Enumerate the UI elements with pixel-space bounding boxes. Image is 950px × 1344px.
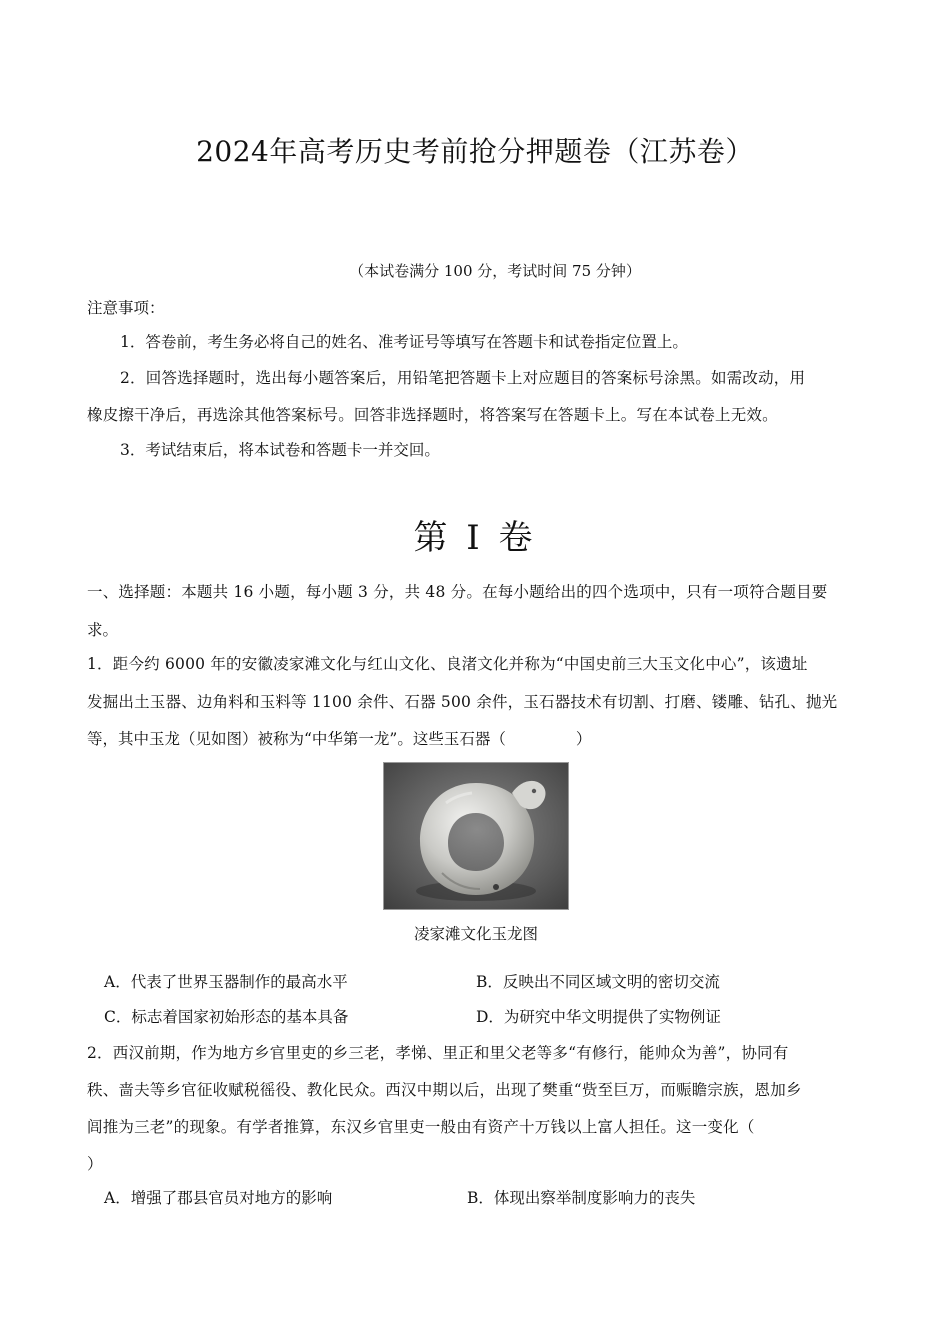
question-1-stem-end: 等，其中玉龙（见如图）被称为“中华第一龙”。这些玉石器（ — [87, 730, 506, 748]
figure-caption: 凌家滩文化玉龙图 — [413, 925, 538, 943]
question-2-line-4: ） — [87, 1155, 103, 1173]
question-2-line-2: 秩、啬夫等乡官征收赋税徭役、教化民众。西汉中期以后，出现了樊重“赀至巨万，而赈瞻宗族，恩加乡 — [87, 1081, 802, 1099]
note-item-3: 3．考试结束后，将本试卷和答题卡一并交回。 — [120, 441, 440, 459]
question-1-option-c[interactable]: C．标志着国家初始形态的基本具备 — [104, 1008, 349, 1026]
note-item-2-line-1: 2．回答选择题时，选出每小题答案后，用铅笔把答题卡上对应题目的答案标号涂黑。如需改动，用 — [120, 369, 806, 387]
instructions-line-2: 求。 — [87, 621, 119, 639]
question-2-line-1: 2．西汉前期，作为地方乡官里吏的乡三老，孝悌、里正和里父老等多“有修行，能帅众为善”，协同有 — [87, 1044, 789, 1062]
question-1-option-d[interactable]: D．为研究中华文明提供了实物例证 — [476, 1008, 721, 1026]
note-item-2-line-2: 橡皮擦干净后，再选涂其他答案标号。回答非选择题时，将答案写在答题卡上。写在本试卷上无效。 — [87, 406, 778, 424]
jade-dragon-image — [384, 763, 569, 910]
question-1-option-a[interactable]: A．代表了世界玉器制作的最高水平 — [104, 973, 348, 991]
note-item-1: 1．答卷前，考生务必将自己的姓名、准考证号等填写在答题卡和试卷指定位置上。 — [120, 333, 688, 351]
notes-header: 注意事项： — [87, 299, 165, 317]
question-1-option-b[interactable]: B．反映出不同区域文明的密切交流 — [476, 973, 720, 991]
jade-dragon-figure — [383, 762, 569, 910]
exam-subtitle: （本试卷满分 100 分，考试时间 75 分钟） — [349, 262, 641, 280]
question-1-line-1: 1．距今约 6000 年的安徽凌家滩文化与红山文化、良渚文化并称为“中国史前三大玉文化中心”，该遗址 — [87, 655, 808, 673]
exam-title: 2024年高考历史考前抢分押题卷（江苏卷） — [196, 135, 754, 168]
question-1-line-3 — [87, 727, 591, 749]
question-1-close-paren: ） — [575, 730, 592, 748]
question-2-option-a[interactable]: A．增强了郡县官员对地方的影响 — [104, 1189, 333, 1207]
section-title: 第 I 卷 — [413, 518, 537, 558]
question-1-line-2: 发掘出土玉器、边角料和玉料等 1100 余件、石器 500 余件，玉石器技术有切割、打磨、镂雕、钻孔、抛光 — [87, 693, 838, 711]
question-2-option-b[interactable]: B．体现出察举制度影响力的丧失 — [467, 1189, 696, 1207]
instructions-line-1: 一、选择题：本题共 16 小题，每小题 3 分，共 48 分。在每小题给出的四个选项中，只有一项符合题目要 — [87, 583, 828, 601]
question-2-line-3: 闾推为三老”的现象。有学者推算，东汉乡官里吏一般由有资产十万钱以上富人担任。这一变化（ — [87, 1118, 755, 1136]
